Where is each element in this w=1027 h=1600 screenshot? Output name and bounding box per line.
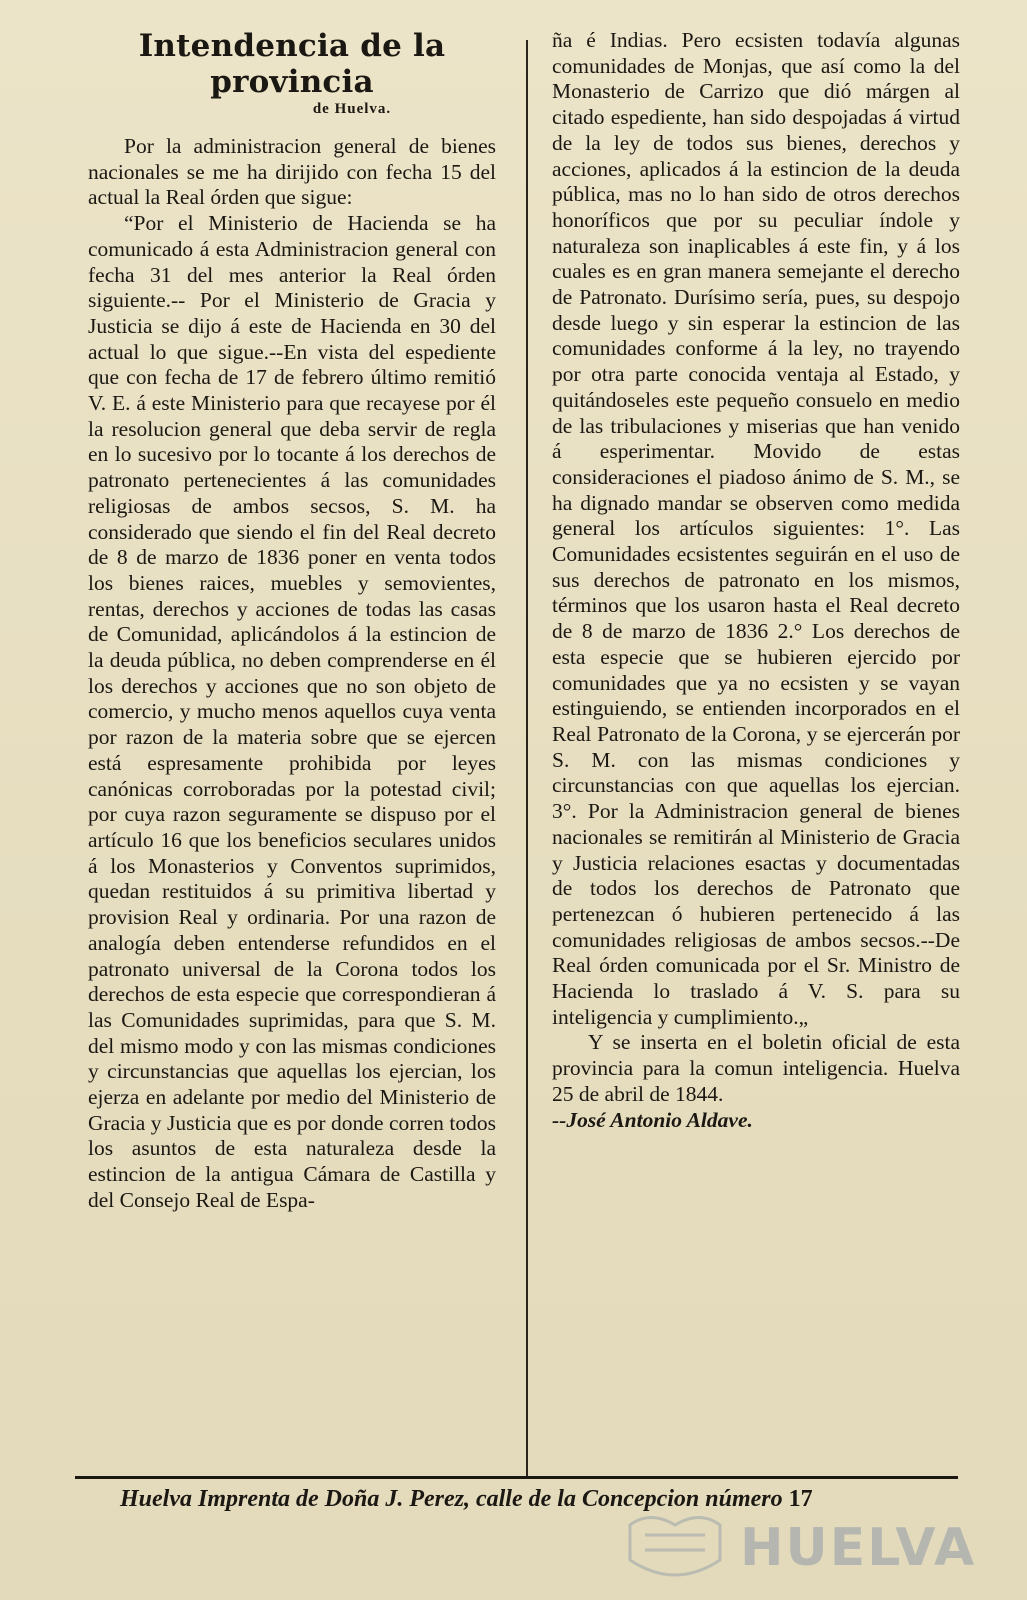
left-paragraph-1: Por la administracion general de bienes nacionales se me ha dirijido con fecha 15 del actual la Real órden que sigue: [88, 134, 496, 210]
right-column [552, 28, 960, 1133]
document-title: Intendencia de la provincia [138, 28, 446, 100]
document-subtitle: de Huelva. [312, 101, 392, 117]
footer-imprint-text: Huelva Imprenta de Doña J. Perez, calle de la Concepcion número [120, 1486, 783, 1512]
column-divider [526, 40, 528, 1477]
watermark-text: HUELVA [740, 1518, 977, 1578]
signature: --José Antonio Aldave. [552, 1107, 753, 1132]
bottom-rule [75, 1476, 958, 1479]
left-paragraph-2: “Por el Ministerio de Hacienda se ha comunicado á esta Administracion general con fecha 31 del mes anterior la Real órden siguiente.-- Por el Ministerio de Gracia y Justicia se dijo á este de Hacienda en 30 del actual lo que sigue.--En vista del espediente que con fecha de 17 de febrero último remitió V. E. á este Ministerio para que recayese por él la resolucion general que deba servir de regla en lo sucesivo por lo tocante á los derechos de patronato pertenecientes á las comunidades religiosas de ambos secsos, S. M. ha considerado que siendo el fin del Real decreto de 8 de marzo de 1836 poner en venta todos los bienes raices, muebles y semovientes, rentas, derechos y acciones de todas las casas de Comunidad, aplicándolos á la estincion de la deuda pública, no deben comprenderse en él los derechos y acciones que no son objeto de comercio, y mucho menos aquellos cuya venta por razon de la materia sobre que se ejercen está espresamente prohibida por leyes canónicas corroboradas por la potestad civil; por cuya razon seguramente se dispuso por el artículo 16 que los beneficios seculares unidos á los Monasterios y Conventos suprimidos, quedan restituidos á su primitiva libertad y provision Real y ordinaria. Por una razon de analogía deben entenderse refundidos en el patronato universal de la Corona todos los derechos de esta especie que correspondieran á las Comunidades suprimidas, para que S. M. del mismo modo y con las mismas condiciones y circunstancias que aquellas los ejercian, los ejerza en adelante por medio del Ministerio de Gracia y Justicia que es por donde corren todos los asuntos de esta naturaleza desde la estincion de la antigua Cámara de Castilla y del Consejo Real de Espa- [88, 211, 496, 1212]
right-paragraph-2: Y se inserta en el boletin oficial de esta provincia para la comun inteligencia. Huelva 25 de abril de 1844. [552, 1030, 960, 1106]
left-column [88, 28, 496, 1214]
right-paragraph-1: ña é Indias. Pero ecsisten todavía algunas comunidades de Monjas, que así como la del Monasterio de Carrizo que dió márgen al citado espediente, han sido despojadas á virtud de la ley de todos sus bienes, derechos y acciones, aplicados á la estincion de la deuda pública, mas no lo han sido de otros derechos honoríficos que por su peculiar índole y naturaleza son inaplicables á este fin, y á los cuales es en gran manera semejante el derecho de Patronato. Durísimo sería, pues, su despojo desde luego y sin esperar la estincion de las comunidades conforme á la ley, no trayendo por otra parte conocida ventaja al Estado, y quitándoseles este pequeño consuelo en medio de las tribulaciones y miserias que han venido á esperimentar. Movido de estas consideraciones el piadoso ánimo de S. M., se ha dignado mandar se observen como medida general los artículos siguientes: 1°. Las Comunidades ecsistentes seguirán en el uso de sus derechos de patronato en los mismos, términos que los usaron hasta el Real decreto de 8 de marzo de 1836 2.° Los derechos de esta especie que se hubieren ejercido por comunidades que ya no ecsisten y se vayan estinguiendo, se entienden incorporados en el Real Patronato de la Corona, y se ejercerán por S. M. con las mismas condiciones y circunstancias con que aquellas los ejercian. 3°. Por la Administracion general de bienes nacionales se remitirán al Ministerio de Gracia y Justicia relaciones esactas y documentadas de todos los derechos de Patronato que pertenezcan ó hubieren pertenecido á las comunidades religiosas de ambos secsos.--De Real órden comunicada por el Sr. Ministro de Hacienda lo traslado á V. S. para su inteligencia y cumplimiento.„ [552, 28, 960, 1029]
page-number: 17 [788, 1486, 813, 1512]
